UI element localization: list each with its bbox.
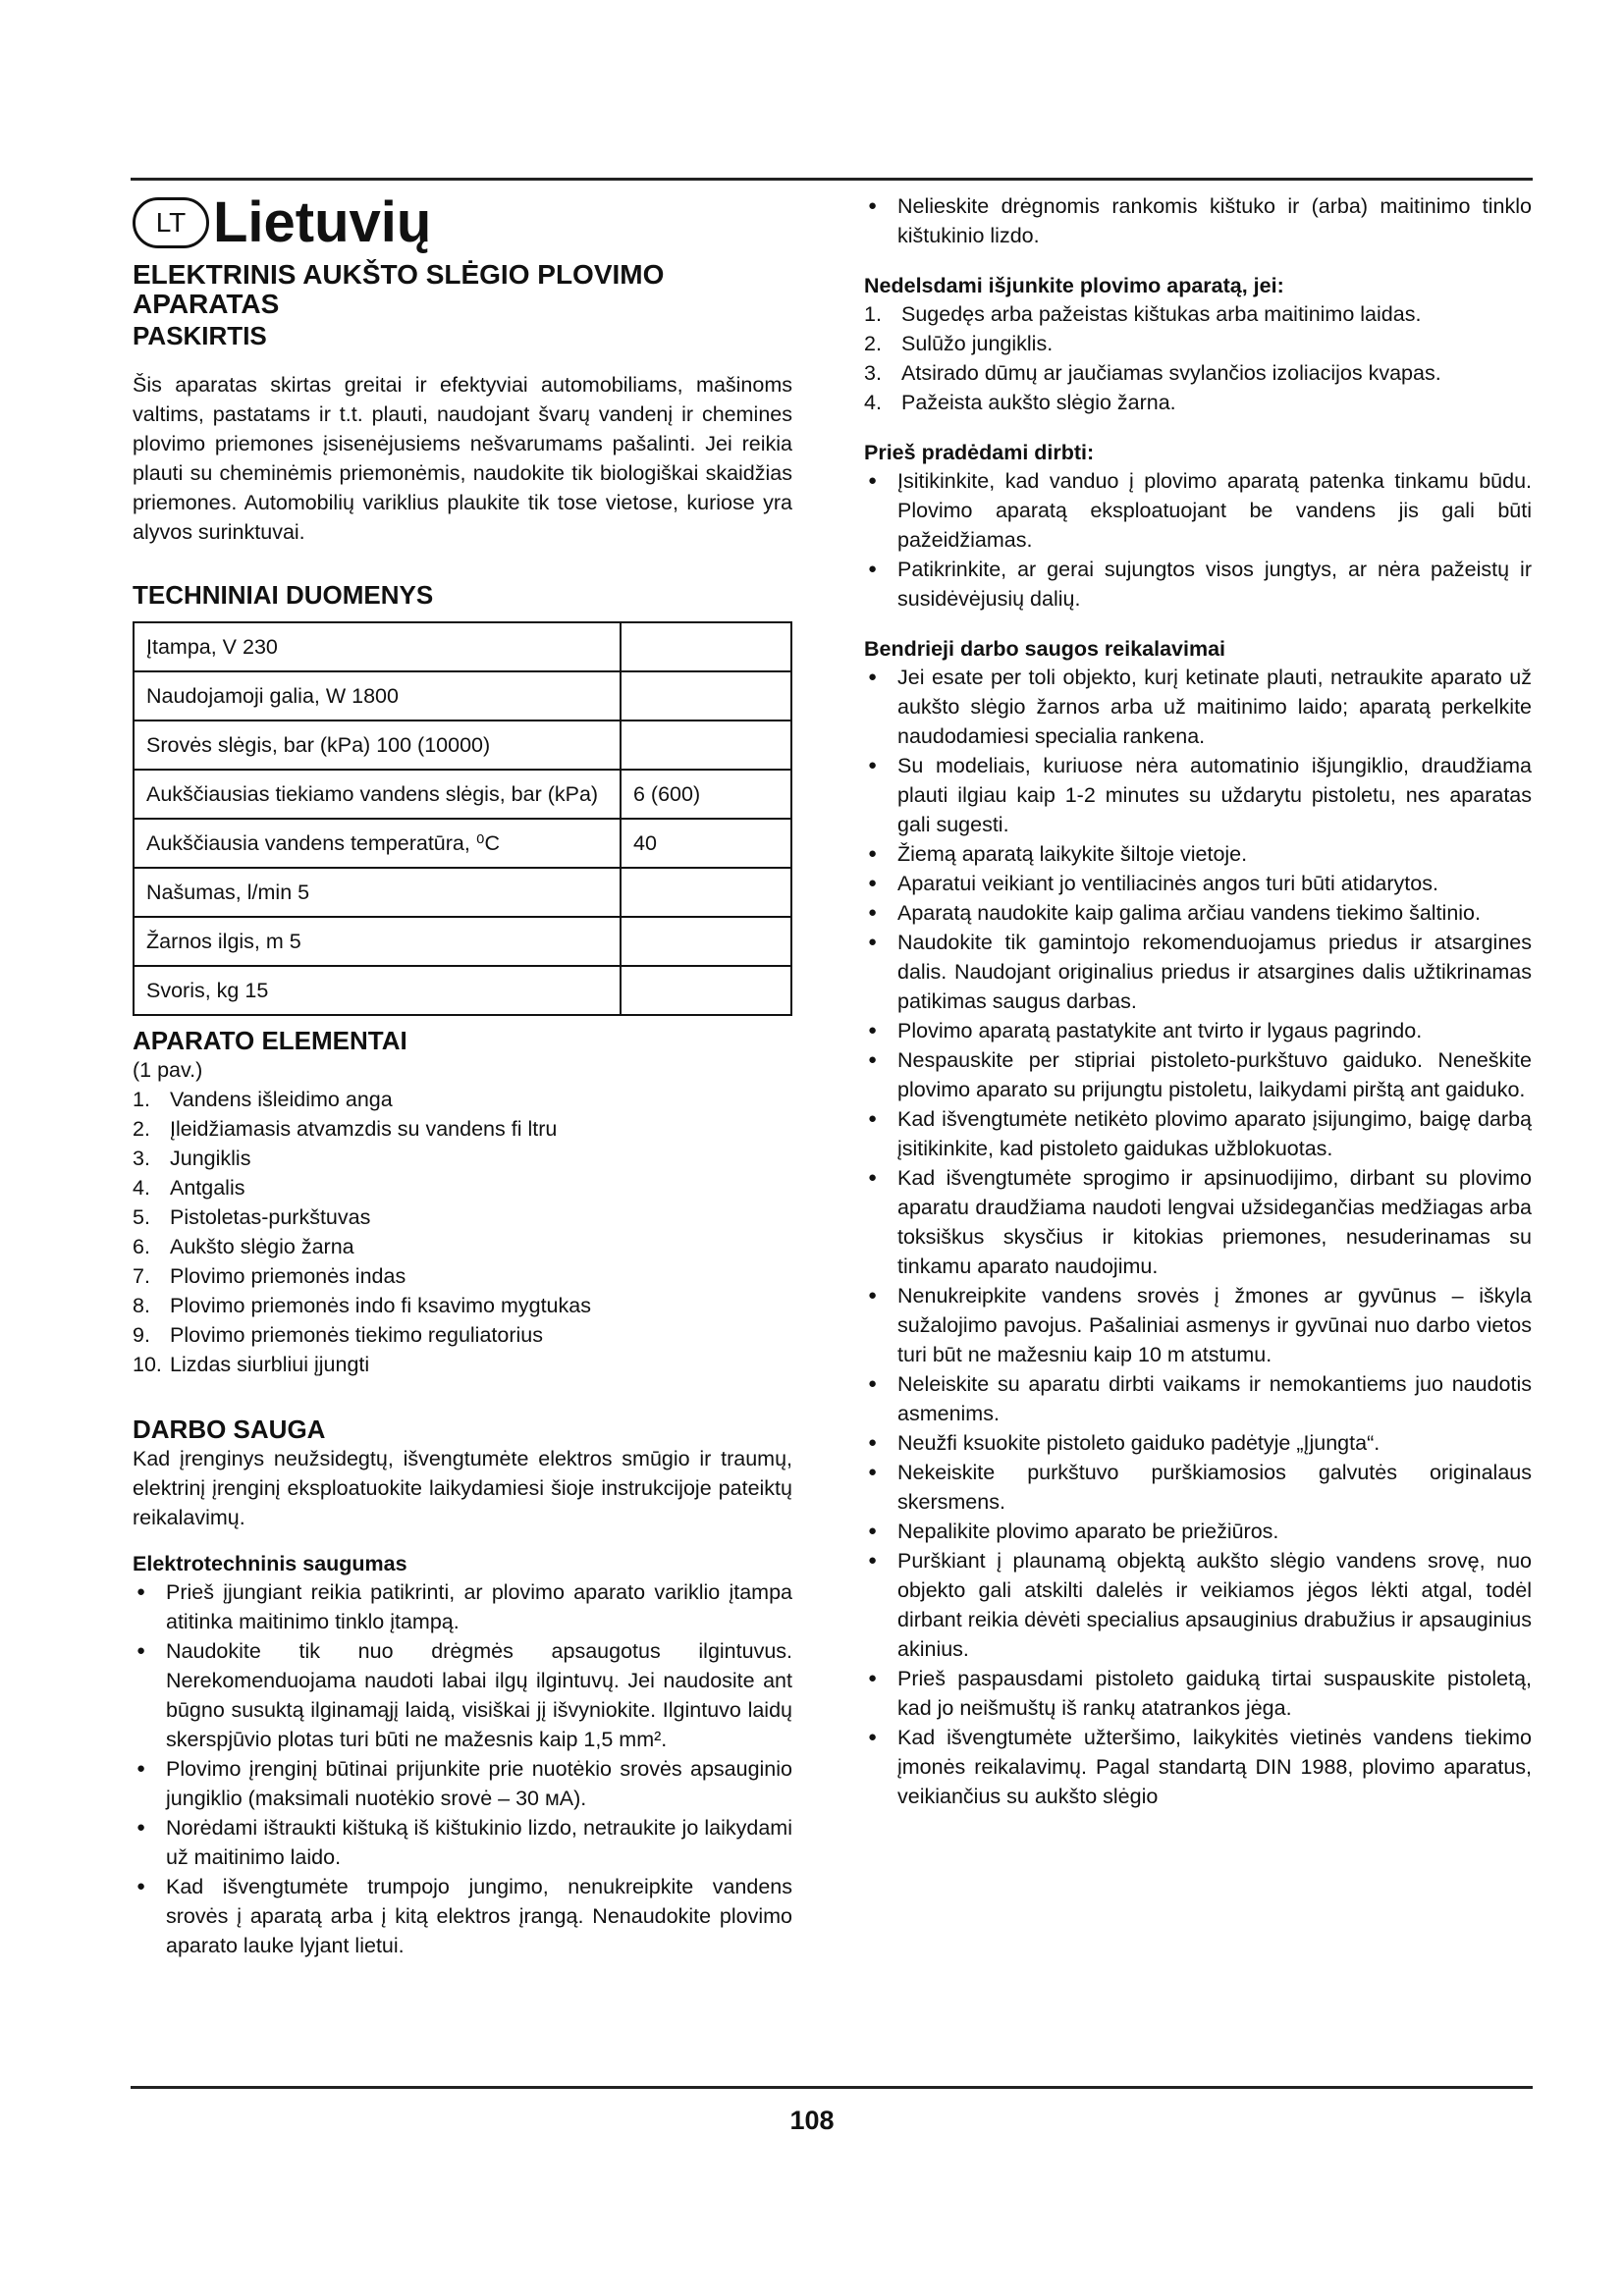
list-item xyxy=(133,1320,792,1350)
list-item xyxy=(133,1350,792,1379)
list-item-text: Pistoletas-purkštuvas xyxy=(170,1205,371,1229)
list-item: ● Plovimo aparatą pastatykite ant tvirto ir lygaus pagrindo. xyxy=(864,1016,1532,1045)
list-item xyxy=(864,358,1532,388)
list-item-text: Pažeista aukšto slėgio žarna. xyxy=(901,391,1176,414)
list-item-text: Įleidžiamasis atvamzdis su vandens fi ltru xyxy=(170,1117,558,1141)
list-item-number: 2. xyxy=(133,1117,150,1141)
table-row xyxy=(134,721,791,770)
tech-value-cell xyxy=(621,917,791,966)
list-item xyxy=(133,1085,792,1114)
table-row xyxy=(134,671,791,721)
list-item: ● Kad išvengtumėte trumpojo jungimo, nenukreipkite vandens srovės į aparatą arba į kitą elektros įrangą. Nenaudokite plovimo aparato lauke lyjant lietui. xyxy=(133,1872,792,1960)
general-safety-heading: Bendrieji darbo saugos reikalavimai xyxy=(864,637,1226,661)
top-rule xyxy=(131,178,1533,181)
elements-heading: APARATO ELEMENTAI xyxy=(133,1026,407,1055)
list-item xyxy=(133,1261,792,1291)
list-item-text: Sugedęs arba pažeistas kištukas arba maitinimo laidas. xyxy=(901,302,1422,326)
list-item xyxy=(864,299,1532,329)
list-item-text: Plovimo priemonės indas xyxy=(170,1264,406,1288)
tech-value-cell: 6 (600) xyxy=(621,770,791,819)
list-item: ● Prieš paspausdami pistoleto gaiduką tirtai suspauskite pistoletą, kad jo neišmuštų iš rankų atatrankos jėga. xyxy=(864,1664,1532,1723)
purpose-heading: PASKIRTIS xyxy=(133,321,267,350)
tech-param-cell: Aukščiausias tiekiamo vandens slėgis, bar (kPa) xyxy=(134,770,621,819)
tech-param-cell: Aukščiausia vandens temperatūra, ⁰C xyxy=(134,819,621,868)
right-column xyxy=(864,191,1532,1811)
before-work-list xyxy=(864,466,1532,614)
list-item-number: 8. xyxy=(133,1294,150,1317)
list-item xyxy=(133,1173,792,1202)
list-item xyxy=(133,1144,792,1173)
list-item: ● Aparatui veikiant jo ventiliacinės angos turi būti atidarytos. xyxy=(864,869,1532,898)
list-item: ● Plovimo įrenginį būtinai prijunkite prie nuotėkio srovės apsauginio jungiklio (maksimali nuotėkio srovė – 30 мА). xyxy=(133,1754,792,1813)
list-item: ● Patikrinkite, ar gerai sujungtos visos jungtys, ar nėra pažeistų ir susidėvėjusių dalių. xyxy=(864,555,1532,614)
list-item: ● Nekeiskite purkštuvo purškiamosios galvutės originalaus skersmens. xyxy=(864,1458,1532,1517)
list-item xyxy=(133,1291,792,1320)
list-item-number: 2. xyxy=(864,332,882,355)
safety-heading: DARBO SAUGA xyxy=(133,1415,326,1444)
list-item-number: 3. xyxy=(133,1147,150,1170)
list-item: ● Su modeliais, kuriuose nėra automatinio išjungiklio, draudžiama plauti ilgiau kaip 1-2 minutes su uždarytu pistoletu, nes aparatas gali sugesti. xyxy=(864,751,1532,839)
before-work-heading: Prieš pradėdami dirbti: xyxy=(864,441,1095,464)
language-header xyxy=(133,190,792,254)
list-item: ● Įsitikinkite, kad vanduo į plovimo aparatą patenka tinkamu būdu. Plovimo aparatą eksploatuojant be vandens jis gali būti pažeidžiamas. xyxy=(864,466,1532,555)
table-row xyxy=(134,819,791,868)
list-item xyxy=(864,329,1532,358)
list-item: ● Žiemą aparatą laikykite šiltoje vietoje. xyxy=(864,839,1532,869)
list-item-text: Sulūžo jungiklis. xyxy=(901,332,1054,355)
list-item: ● Neleiskite su aparatu dirbti vaikams ir nemokantiems juo naudotis asmenims. xyxy=(864,1369,1532,1428)
list-item-number: 1. xyxy=(864,302,882,326)
document-title: ELEKTRINIS AUKŠTO SLĖGIO PLOVIMO APARATAS xyxy=(133,259,665,319)
list-item: ● Nepalikite plovimo aparato be priežiūros. xyxy=(864,1517,1532,1546)
list-item: ● Purškiant į plaunamą objektą aukšto slėgio vandens srovę, nuo objekto gali atskilti dalelės ir veikiamos jėgos lėkti atgal, todėl dirbant reikia dėvėti specialius apsauginius drabužius ir apsauginius akinius. xyxy=(864,1546,1532,1664)
tech-value-cell: 40 xyxy=(621,819,791,868)
list-item-number: 5. xyxy=(133,1205,150,1229)
list-item-text: Plovimo priemonės indo fi ksavimo mygtukas xyxy=(170,1294,591,1317)
tech-value-cell xyxy=(621,622,791,671)
table-row xyxy=(134,966,791,1015)
elements-list xyxy=(133,1085,792,1379)
list-item: ● Kad išvengtumėte netikėto plovimo aparato įsijungimo, baigę darbą įsitikinkite, kad pistoleto gaidukas užblokuotas. xyxy=(864,1104,1532,1163)
tech-value-cell xyxy=(621,721,791,770)
table-row xyxy=(134,770,791,819)
page-number: 108 xyxy=(789,2106,835,2135)
list-item: ● Aparatą naudokite kaip galima arčiau vandens tiekimo šaltinio. xyxy=(864,898,1532,928)
tech-param-cell: Įtampa, V 230 xyxy=(134,622,621,671)
table-row xyxy=(134,868,791,917)
list-item-number: 1. xyxy=(133,1088,150,1111)
list-item: ● Neužfi ksuokite pistoleto gaiduko padėtyje „Įjungta“. xyxy=(864,1428,1532,1458)
table-row xyxy=(134,917,791,966)
general-safety-list xyxy=(864,663,1532,1811)
list-item-number: 10. xyxy=(133,1353,162,1376)
table-row xyxy=(134,622,791,671)
list-item: ● Naudokite tik nuo drėgmės apsaugotus ilgintuvus. Nerekomenduojama naudoti labai ilgų ilgintuvų. Jei naudosite ant būgno susuktą ilginamąjį laidą, visiškai jį išvyniokite. Ilgintuvo laidų skerspjūvio plotas turi būti ne mažesnis kaip 1,5 mm². xyxy=(133,1636,792,1754)
tech-heading: TECHNINIAI DUOMENYS xyxy=(133,580,434,610)
list-item-number: 4. xyxy=(133,1176,150,1200)
list-item-number: 7. xyxy=(133,1264,150,1288)
list-item: ● Kad išvengtumėte sprogimo ir apsinuodijimo, dirbant su plovimo aparatu draudžiama naudoti lengvai užsidegančias medžiagas arba toksiškus skysčius ir kitokias priemones, nesuderinamas su tinkamu aparato naudojimu. xyxy=(864,1163,1532,1281)
tech-param-cell: Svoris, kg 15 xyxy=(134,966,621,1015)
list-item: ● Naudokite tik gamintojo rekomenduojamus priedus ir atsargines dalis. Naudojant originalius priedus ir atsargines dalis užtikrinamas patikimas saugus darbas. xyxy=(864,928,1532,1016)
tech-param-cell: Našumas, l/min 5 xyxy=(134,868,621,917)
list-item: ● Norėdami ištraukti kištuką iš kištukinio lizdo, netraukite jo laikydami už maitinimo laido. xyxy=(133,1813,792,1872)
list-item xyxy=(864,388,1532,417)
purpose-text: Šis aparatas skirtas greitai ir efektyviai automobiliams, mašinoms valtims, pastatams ir t.t. plauti, naudojant švarų vandenį ir chemines plovimo priemones įsisenėjusiems nešvarumams pašalinti. Jei reikia plauti su cheminėmis priemonėmis, naudokite tik biologiškai skaidžias priemones. Automobilių variklius plaukite tik tose vietose, kuriose yra alyvos surinktuvai. xyxy=(133,373,792,544)
list-item-number: 6. xyxy=(133,1235,150,1258)
list-item-text: Plovimo priemonės tiekimo reguliatorius xyxy=(170,1323,543,1347)
list-item: ● Nenukreipkite vandens srovės į žmones ar gyvūnus – iškyla sužalojimo pavojus. Pašaliniai asmenys ir gyvūnai nuo darbo vietos turi būt ne mažesniu kaip 10 m atstumu. xyxy=(864,1281,1532,1369)
shutdown-list xyxy=(864,299,1532,417)
list-item: ● Jei esate per toli objekto, kurį ketinate plauti, netraukite aparato už aukšto slėgio žarnos arba už maitinimo laido; aparatą perkelkite naudodamiesi specialia rankena. xyxy=(864,663,1532,751)
list-item-number: 4. xyxy=(864,391,882,414)
left-column xyxy=(133,191,792,1960)
list-item-text: Vandens išleidimo anga xyxy=(170,1088,393,1111)
tech-value-cell xyxy=(621,868,791,917)
list-item: ● Nespauskite per stipriai pistoleto-purkštuvo gaiduko. Neneškite plovimo aparato su prijungtu pistoletu, laikydami pirštą ant gaiduko. xyxy=(864,1045,1532,1104)
tech-data-table xyxy=(133,621,792,1016)
list-item: ● Nelieskite drėgnomis rankomis kištuko ir (arba) maitinimo tinklo kištukinio lizdo. xyxy=(864,191,1532,250)
tech-value-cell xyxy=(621,671,791,721)
list-item-text: Atsirado dūmų ar jaučiamas svylančios izoliacijos kvapas. xyxy=(901,361,1441,385)
list-item xyxy=(133,1202,792,1232)
list-item-text: Jungiklis xyxy=(170,1147,251,1170)
list-item xyxy=(133,1232,792,1261)
language-code-badge: LT xyxy=(133,197,209,248)
list-item-number: 9. xyxy=(133,1323,150,1347)
language-title: Lietuvių xyxy=(213,190,432,254)
list-item xyxy=(133,1114,792,1144)
tech-value-cell xyxy=(621,966,791,1015)
list-item-text: Aukšto slėgio žarna xyxy=(170,1235,354,1258)
list-item-number: 3. xyxy=(864,361,882,385)
list-item: ● Prieš įjungiant reikia patikrinti, ar plovimo aparato variklio įtampa atitinka maitinimo tinklo įtampą. xyxy=(133,1577,792,1636)
tech-param-cell: Srovės slėgis, bar (kPa) 100 (10000) xyxy=(134,721,621,770)
tech-param-cell: Žarnos ilgis, m 5 xyxy=(134,917,621,966)
safety-intro: Kad įrenginys neužsidegtų, išvengtumėte elektros smūgio ir traumų, elektrinį įrenginį eksploatuokite laikydamiesi šioje instrukcijoje pateiktų reikalavimų. xyxy=(133,1447,792,1529)
electrical-safety-list xyxy=(133,1577,792,1960)
shutdown-heading: Nedelsdami išjunkite plovimo aparatą, jei: xyxy=(864,274,1284,297)
list-item-text: Antgalis xyxy=(170,1176,245,1200)
bottom-rule xyxy=(131,2086,1533,2089)
list-item-text: Lizdas siurbliui įjungti xyxy=(170,1353,370,1376)
list-item: ● Kad išvengtumėte užteršimo, laikykitės vietinės vandens tiekimo įmonės reikalavimų. Pagal standartą DIN 1988, plovimo aparatus, veikiančius su aukšto slėgio xyxy=(864,1723,1532,1811)
elements-subtitle: (1 pav.) xyxy=(133,1058,203,1082)
electrical-safety-list-continued xyxy=(864,191,1532,250)
electrical-safety-heading: Elektrotechninis saugumas xyxy=(133,1552,407,1575)
tech-param-cell: Naudojamoji galia, W 1800 xyxy=(134,671,621,721)
